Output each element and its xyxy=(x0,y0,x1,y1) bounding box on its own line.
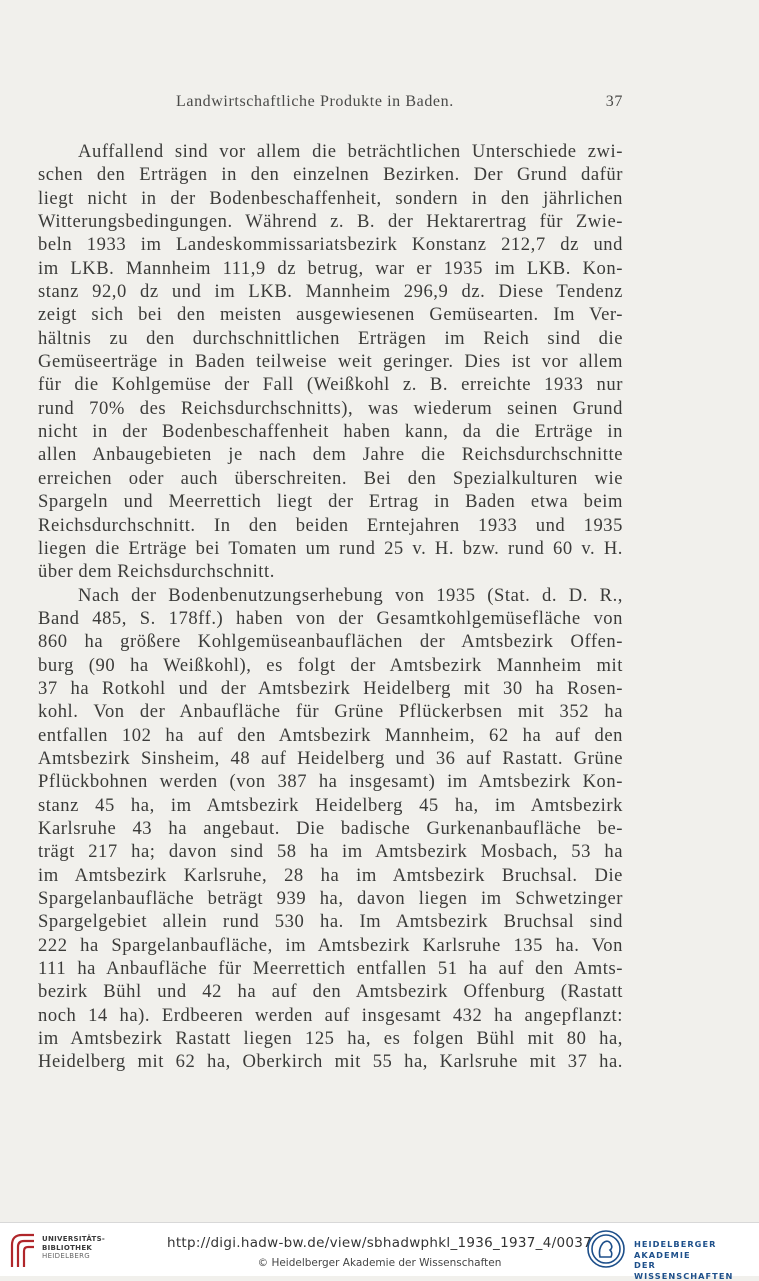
text-line: burg (90 ha Weißkohl), es folgt der Amtsbezirk Mannheim mit xyxy=(38,654,623,676)
library-city: HEIDELBERG xyxy=(42,1252,90,1261)
text-line: trägt 217 ha; davon sind 58 ha im Amtsbezirk Mosbach, 53 ha xyxy=(38,841,623,863)
permalink-url[interactable]: http://digi.hadw-bw.de/view/sbhadwphkl_1936_1937_4/0037 xyxy=(166,1235,592,1251)
page-number: 37 xyxy=(605,93,623,110)
text-line: liegt nicht in der Bodenbeschaffenheit, sondern in den jährlichen xyxy=(38,187,623,209)
academy-name-line: DER WISSENSCHAFTEN xyxy=(634,1260,734,1281)
copyright-notice: © Heidelberger Akademie der Wissenschaften xyxy=(257,1257,502,1269)
text-line: Amtsbezirk Sinsheim, 48 auf Heidelberg und 36 auf Rastatt. Grüne xyxy=(38,747,623,769)
viewer-footer xyxy=(0,1222,759,1281)
library-name-line: BIBLIOTHEK xyxy=(42,1243,93,1252)
text-line: Witterungsbedingungen. Während z. B. der Hektarertrag für Zwie- xyxy=(38,211,623,233)
text-line: im LKB. Mannheim 111,9 dz betrug, war er 1935 im LKB. Kon- xyxy=(38,257,623,279)
text-line: kohl. Von der Anbaufläche für Grüne Pflückerbsen mit 352 ha xyxy=(38,701,623,723)
academy-seal-icon xyxy=(586,1229,626,1269)
text-line: 222 ha Spargelanbaufläche, im Amtsbezirk Karlsruhe 135 ha. Von xyxy=(38,934,623,956)
text-line: erreichen oder auch überschreiten. Bei den Spezialkulturen wie xyxy=(38,467,623,489)
text-line: Nach der Bodenbenutzungserhebung von 1935 (Stat. d. D. R., xyxy=(78,584,623,606)
library-name-line: UNIVERSITÄTS- xyxy=(42,1235,106,1243)
text-line: Spargelgebiet allein rund 530 ha. Im Amtsbezirk Bruchsal sind xyxy=(38,911,623,933)
text-line: Heidelberg mit 62 ha, Oberkirch mit 55 ha, Karlsruhe mit 37 ha. xyxy=(38,1051,623,1073)
text-line: 37 ha Rotkohl und der Amtsbezirk Heidelberg mit 30 ha Rosen- xyxy=(38,677,623,699)
text-line: entfallen 102 ha auf den Amtsbezirk Mannheim, 62 ha auf den xyxy=(38,724,623,746)
text-line: Band 485, S. 178ff.) haben von der Gesamtkohlgemüsefläche von xyxy=(38,607,623,629)
body-text xyxy=(38,140,623,1074)
text-line: beln 1933 im Landeskommissariatsbezirk Konstanz 212,7 dz und xyxy=(38,234,623,256)
text-line: Gemüseerträge in Baden teilweise weit geringer. Dies ist vor allem xyxy=(38,351,623,373)
text-line: allen Anbaugebieten je nach dem Jahre die Reichsdurchschnitte xyxy=(38,444,623,466)
text-line: hältnis zu den durchschnittlichen Erträgen im Reich sind die xyxy=(38,327,623,349)
text-line: schen den Erträgen in den einzelnen Bezirken. Der Grund dafür xyxy=(38,164,623,186)
academy-name-line: HEIDELBERGER AKADEMIE xyxy=(634,1239,717,1260)
text-line: stanz 92,0 dz und im LKB. Mannheim 296,9 dz. Diese Tendenz xyxy=(38,281,623,303)
text-line: nicht in der Bodenbeschaffenheit haben kann, da die Erträge in xyxy=(38,421,623,443)
text-line: Spargeln und Meerrettich liegt der Ertrag in Baden etwa beim xyxy=(38,491,623,513)
text-line: 860 ha größere Kohlgemüseanbauflächen der Amtsbezirk Offen- xyxy=(38,631,623,653)
text-line: noch 14 ha). Erdbeeren werden auf insgesamt 432 ha angepflanzt: xyxy=(38,1004,623,1026)
text-line: Pflückbohnen werden (von 387 ha insgesamt) im Amtsbezirk Kon- xyxy=(38,771,623,793)
text-line: Auffallend sind vor allem die beträchtlichen Unterschiede zwi- xyxy=(78,141,623,162)
running-head-title: Landwirtschaftliche Produkte in Baden. xyxy=(176,93,454,110)
text-line: zeigt sich bei den meisten ausgewiesenen Gemüsearten. Im Ver- xyxy=(38,304,623,326)
text-line: liegen die Erträge bei Tomaten um rund 25 v. H. bzw. rund 60 v. H. xyxy=(38,537,623,559)
text-line: bezirk Bühl und 42 ha auf den Amtsbezirk Offenburg (Rastatt xyxy=(38,981,623,1003)
text-line: über dem Reichsdurchschnitt. xyxy=(38,561,275,583)
text-line: im Amtsbezirk Karlsruhe, 28 ha im Amtsbezirk Bruchsal. Die xyxy=(38,864,623,886)
text-line: 111 ha Anbaufläche für Meerrettich entfallen 51 ha auf den Amts- xyxy=(38,958,623,980)
text-line: Spargelanbaufläche beträgt 939 ha, davon liegen im Schwetzinger xyxy=(38,888,623,909)
text-line: für die Kohlgemüse der Fall (Weißkohl z. B. erreichte 1933 nur xyxy=(38,374,623,396)
text-line: Karlsruhe 43 ha angebaut. Die badische Gurkenanbaufläche be- xyxy=(38,817,623,839)
text-line: Reichsdurchschnitt. In den beiden Erntejahren 1933 und 1935 xyxy=(38,514,623,536)
text-line: rund 70% des Reichsdurchschnitts), was wiederum seinen Grund xyxy=(38,397,623,419)
text-line: im Amtsbezirk Rastatt liegen 125 ha, es folgen Bühl mit 80 ha, xyxy=(38,1028,623,1050)
text-line: stanz 45 ha, im Amtsbezirk Heidelberg 45 ha, im Amtsbezirk xyxy=(38,794,623,816)
